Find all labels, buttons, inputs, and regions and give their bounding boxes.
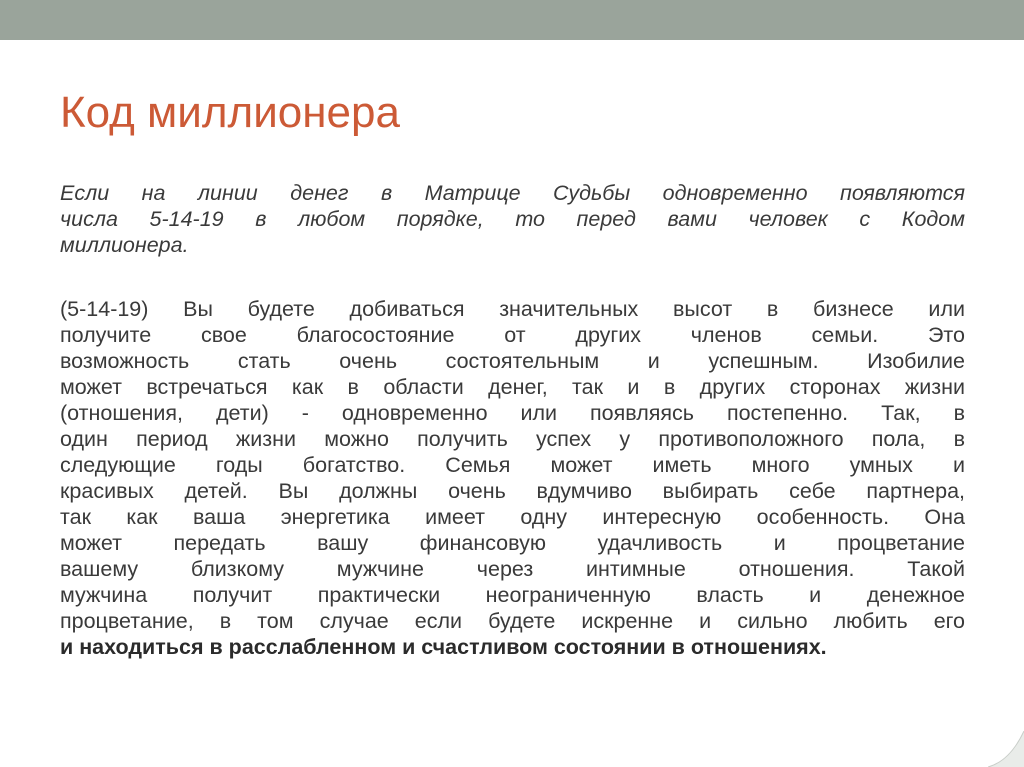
intro-line: миллионера.	[60, 233, 189, 257]
intro-paragraph	[60, 180, 965, 258]
intro-line: Если на линии денег в Матрице Судьбы одновременно появляются	[60, 181, 965, 205]
description-line: мужчина получит практически неограниченную власть и денежное	[60, 583, 965, 607]
description-line: процветание, в том случае если будете искренне и сильно любить его	[60, 609, 965, 633]
page-curl-decoration	[988, 731, 1024, 767]
description-line: (5-14-19) Вы будете добиваться значительных высот в бизнесе или	[60, 297, 965, 321]
description-line: (отношения, дети) - одновременно или появляясь постепенно. Так, в	[60, 401, 965, 425]
description-line: возможность стать очень состоятельным и успешным. Изобилие	[60, 349, 965, 373]
description-line: получите свое благосостояние от других членов семьи. Это	[60, 323, 965, 347]
description-line: может встречаться как в области денег, так и в других сторонах жизни	[60, 375, 965, 399]
description-line: вашему близкому мужчине через интимные отношения. Такой	[60, 557, 965, 581]
intro-line: числа 5-14-19 в любом порядке, то перед вами человек с Кодом	[60, 207, 965, 231]
description-paragraph	[60, 296, 965, 660]
description-line: может передать вашу финансовую удачливость и процветание	[60, 531, 965, 555]
slide-title: Код миллионера	[60, 88, 400, 137]
description-line: красивых детей. Вы должны очень вдумчиво выбирать себе партнера,	[60, 479, 965, 503]
slide-top-band	[0, 0, 1024, 40]
description-bold-line: и находиться в расслабленном и счастливом состоянии в отношениях.	[60, 635, 827, 659]
description-line: один период жизни можно получить успех у противоположного пола, в	[60, 427, 965, 451]
description-line: следующие годы богатство. Семья может иметь много умных и	[60, 453, 965, 477]
description-line: так как ваша энергетика имеет одну интересную особенность. Она	[60, 505, 965, 529]
